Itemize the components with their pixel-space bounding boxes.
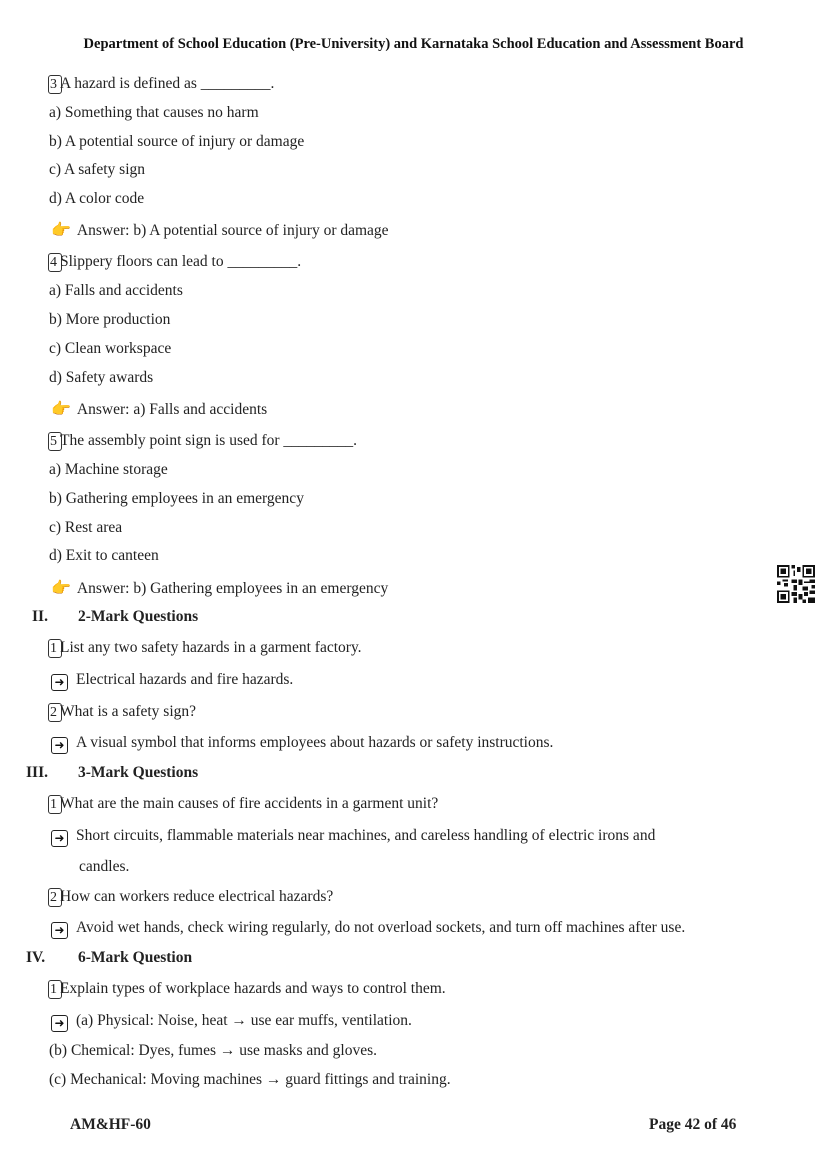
question-line [48, 702, 196, 722]
section-number: III. [26, 764, 48, 781]
answer-line [51, 670, 293, 691]
answer-text: (a) Physical: Noise, heat → use ear muffs, ventilation. [76, 1012, 412, 1029]
answer-text: A visual symbol that informs employees about hazards or safety instructions. [76, 734, 554, 751]
option: b) A potential source of injury or damage [49, 133, 305, 150]
option: a) Something that causes no harm [49, 104, 259, 121]
section-title: 3-Mark Questions [78, 764, 199, 781]
question-text: Slippery floors can lead to _________. [60, 253, 302, 270]
answer-text: Short circuits, flammable materials near machines, and careless handling of electric irons and [76, 827, 656, 844]
question-number: 2 [48, 888, 62, 907]
option: d) A color code [49, 190, 145, 207]
option: a) Falls and accidents [49, 282, 183, 299]
option: d) Exit to canteen [49, 547, 159, 564]
option: b) More production [49, 311, 171, 328]
question-number: 5 [48, 432, 62, 451]
arrow-right-icon: ➜ [51, 737, 68, 754]
question-line [48, 794, 438, 814]
answer-text: Electrical hazards and fire hazards. [76, 671, 294, 688]
section-title: 6-Mark Question [78, 949, 193, 966]
question-line [48, 431, 357, 451]
option: d) Safety awards [49, 369, 154, 386]
question-number: 1 [48, 795, 62, 814]
question-text: What are the main causes of fire accidents in a garment unit? [60, 795, 439, 812]
pointing-hand-icon: 👉 [51, 399, 71, 418]
question-line [48, 74, 274, 94]
answer-line [51, 220, 389, 241]
option: a) Machine storage [49, 461, 168, 478]
arrow-right-icon: ➜ [51, 922, 68, 939]
answer-line [51, 1011, 412, 1032]
option: c) Rest area [49, 519, 123, 536]
answer-line [51, 918, 685, 939]
question-line [48, 887, 333, 907]
footer-page-number: Page 42 of 46 [649, 1116, 737, 1133]
question-number: 3 [48, 75, 62, 94]
pointing-hand-icon: 👉 [51, 578, 71, 597]
option: c) A safety sign [49, 161, 145, 178]
answer-line [51, 733, 553, 754]
question-line [48, 979, 446, 999]
answer-continuation: candles. [79, 858, 130, 875]
arrow-right-icon: ➜ [51, 830, 68, 847]
question-text: The assembly point sign is used for _________. [60, 432, 358, 449]
page-header: Department of School Education (Pre-University) and Karnataka School Education and Assessment Board [83, 36, 744, 52]
arrow-right-icon: ➜ [51, 1015, 68, 1032]
question-number: 1 [48, 980, 62, 999]
question-text: A hazard is defined as _________. [60, 75, 275, 92]
section-number: II. [32, 608, 48, 625]
footer-code: AM&HF-60 [70, 1116, 151, 1133]
option: b) Gathering employees in an emergency [49, 490, 304, 507]
question-number: 4 [48, 253, 62, 272]
question-number: 1 [48, 639, 62, 658]
pointing-hand-icon: 👉 [51, 220, 71, 239]
answer-text: Avoid wet hands, check wiring regularly, do not overload sockets, and turn off machines after use. [76, 919, 686, 936]
question-text: What is a safety sign? [60, 703, 197, 720]
section-title: 2-Mark Questions [78, 608, 199, 625]
question-line [48, 252, 301, 272]
answer-line [51, 578, 388, 599]
question-line [48, 638, 362, 658]
arrow-right-icon: ➜ [51, 674, 68, 691]
question-text: List any two safety hazards in a garment factory. [60, 639, 362, 656]
section-number: IV. [26, 949, 46, 966]
answer-continuation: (c) Mechanical: Moving machines → guard fittings and training. [49, 1071, 451, 1088]
answer-continuation: (b) Chemical: Dyes, fumes → use masks and gloves. [49, 1042, 378, 1059]
question-text: How can workers reduce electrical hazards? [60, 888, 334, 905]
answer-line [51, 826, 655, 847]
question-number: 2 [48, 703, 62, 722]
answer-text: Answer: b) A potential source of injury or damage [76, 222, 389, 239]
answer-line [51, 399, 267, 420]
answer-text: Answer: a) Falls and accidents [76, 401, 268, 418]
option: c) Clean workspace [49, 340, 172, 357]
question-text: Explain types of workplace hazards and ways to control them. [60, 980, 446, 997]
qr-code-icon [777, 565, 815, 603]
answer-text: Answer: b) Gathering employees in an emergency [76, 580, 389, 597]
